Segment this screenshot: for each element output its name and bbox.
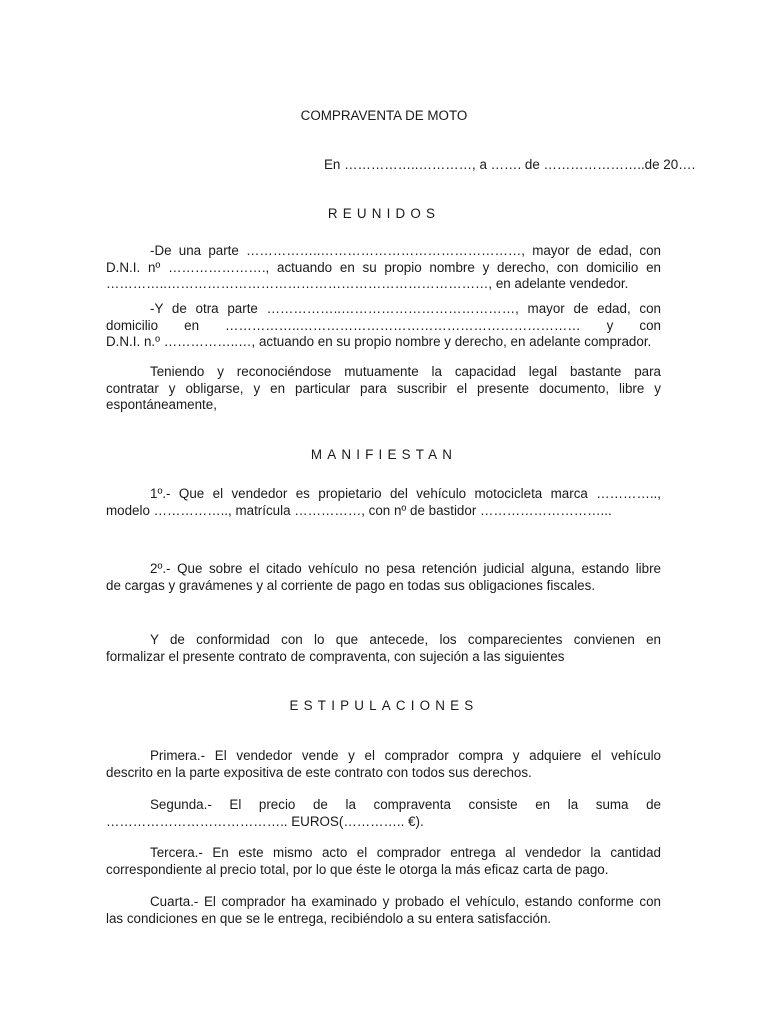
conformity-line-1: Y de conformidad con lo que antecede, los comparecientes convienen en [150, 632, 661, 647]
capacity-line-3: espontáneamente, [106, 397, 217, 413]
seller-line-1: -De una parte ……………..………………………………………, mayor de edad, con [150, 243, 661, 258]
buyer-line-1: -Y de otra parte ……………..…………………………………, mayor de edad, con [150, 301, 661, 316]
capacity-line-2: contratar y obligarse, y en particular para suscribir el presente documento, libre y [106, 380, 661, 396]
clause-segunda [106, 797, 661, 830]
manifiestan-first-line-2: modelo …………….., matrícula ……………, con nº de bastidor ………………………... [106, 502, 612, 518]
clause-tercera-line-1: Tercera.- En este mismo acto el comprador entrega al vendedor la cantidad [150, 845, 661, 860]
capacity-paragraph [106, 364, 661, 414]
buyer-line-2: domicilio en ……………..……………………………………………………… y con [106, 317, 661, 333]
document-title: COMPRAVENTA DE MOTO [300, 108, 468, 123]
capacity-line-1: Teniendo y reconociéndose mutuamente la capacidad legal bastante para [150, 364, 661, 379]
heading-reunidos: REUNIDOS [327, 206, 441, 221]
heading-manifiestan: MANIFIESTAN [310, 447, 458, 462]
buyer-line-3: D.N.I. n.º ……………..…, actuando en su propio nombre y derecho, en adelante comprador. [106, 334, 652, 350]
manifiestan-first-line-1: 1º.- Que el vendedor es propietario del vehículo motocicleta marca ………….., [150, 486, 661, 501]
heading-estipulaciones: ESTIPULACIONES [289, 698, 479, 713]
clause-cuarta-line-2: las condiciones en que se le entrega, recibiéndolo a su entera satisfacción. [106, 910, 552, 926]
clause-tercera-line-2: correspondiente al precio total, por lo que éste le otorga la más eficaz carta de pago. [106, 861, 609, 877]
place-date-line: En ……………..…………, a ……. de …………………..de 20…. [324, 157, 696, 172]
conformity-line-2: formalizar el presente contrato de compraventa, con sujeción a las siguientes [106, 648, 565, 664]
seller-line-3: …………..………………………………………………………………, en adelante vendedor. [106, 276, 629, 292]
clause-cuarta-line-1: Cuarta.- El comprador ha examinado y probado el vehículo, estando conforme con [150, 894, 661, 909]
manifiestan-second-paragraph [106, 561, 661, 594]
clause-primera-line-2: descrito en la parte expositiva de este contrato con todos sus derechos. [106, 764, 532, 780]
conformity-paragraph [106, 632, 661, 665]
manifiestan-second-line-2: de cargas y gravámenes y al corriente de pago en todas sus obligaciones fiscales. [106, 577, 596, 593]
clause-primera [106, 748, 661, 781]
clause-primera-line-1: Primera.- El vendedor vende y el comprador compra y adquiere el vehículo [150, 748, 661, 763]
manifiestan-first-paragraph [106, 486, 661, 519]
buyer-paragraph [106, 301, 661, 351]
clause-segunda-line-2: ………………………………….. EUROS(………….. €). [106, 813, 424, 829]
seller-paragraph [106, 243, 661, 293]
manifiestan-second-line-1: 2º.- Que sobre el citado vehículo no pesa retención judicial alguna, estando libre [150, 561, 661, 576]
clause-segunda-line-1: Segunda.- El precio de la compraventa consiste en la suma de [150, 797, 661, 812]
clause-cuarta [106, 894, 661, 927]
clause-tercera [106, 845, 661, 878]
seller-line-2: D.N.I. nº …………………., actuando en su propio nombre y derecho, con domicilio en [106, 259, 661, 275]
